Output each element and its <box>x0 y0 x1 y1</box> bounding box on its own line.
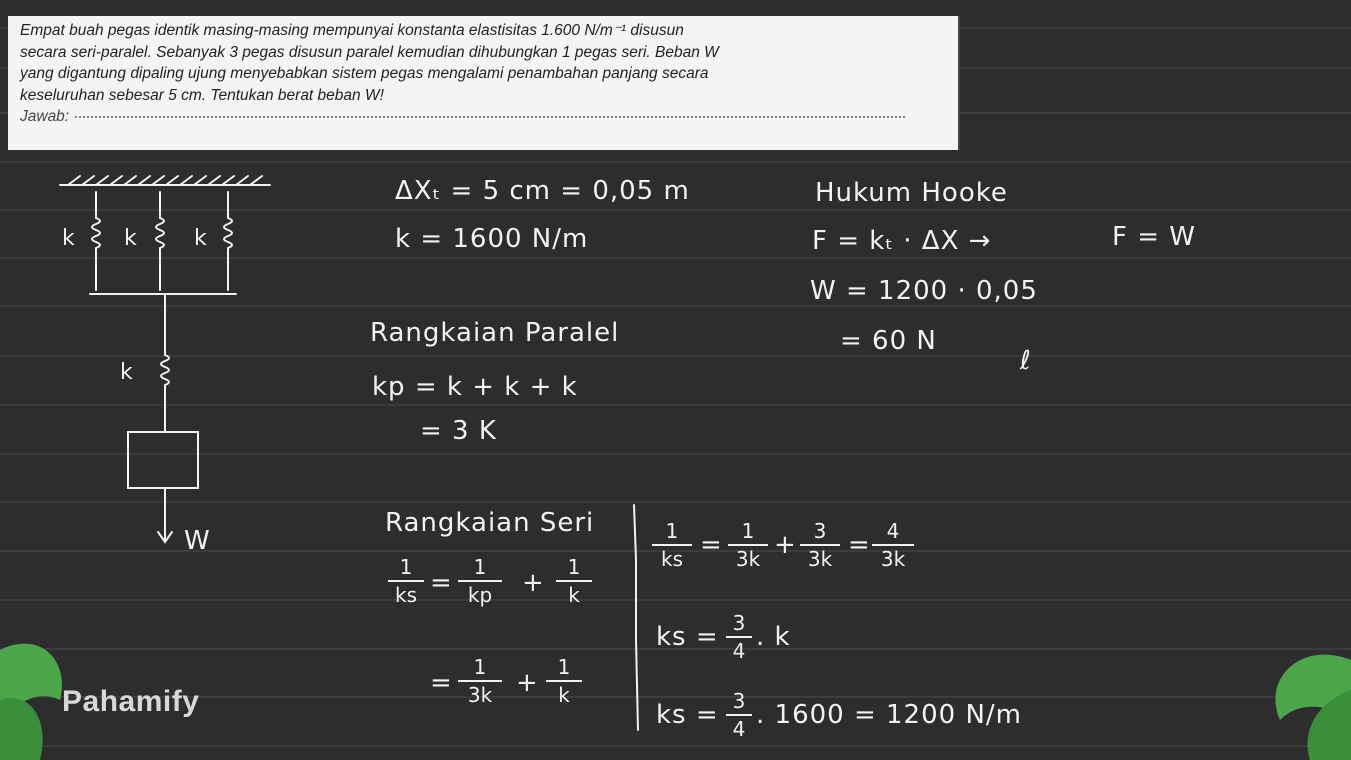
hooke-eq-1b: F = W <box>1112 222 1196 252</box>
fraction-1-over-k: 1 k <box>556 556 592 606</box>
fraction-1-over-kp: 1 kp <box>458 556 502 606</box>
equals-sign: = <box>430 668 453 698</box>
given-spring-constant: k = 1600 N/m <box>395 224 589 254</box>
problem-line: yang digantung dipaling ujung menyebabkan sistem pegas mengalami penambahan panjang secara <box>20 65 709 82</box>
pahamify-logo: Pahamify <box>62 685 200 718</box>
ks-label: ks = <box>656 622 719 652</box>
problem-line: secara seri-paralel. Sebanyak 3 pegas disusun paralel kemudian dihubungkan 1 pegas seri. Beban W <box>20 43 719 61</box>
hooke-eq-3: = 60 N <box>840 326 937 356</box>
plus-sign: + <box>522 568 545 598</box>
hooke-eq-1: F = kₜ · ΔX → <box>812 226 992 256</box>
parallel-eq-2: = 3 K <box>420 416 497 446</box>
spring-label: k <box>120 360 134 385</box>
equals-sign: = <box>700 530 723 560</box>
problem-line: keseluruhan sebesar 5 cm. Tentukan berat beban W! <box>20 86 384 104</box>
ks-result: . 1600 = 1200 N/m <box>756 700 1022 730</box>
leaf-left <box>0 644 62 760</box>
hooke-title: Hukum Hooke <box>815 178 1008 208</box>
series-title: Rangkaian Seri <box>385 508 595 538</box>
fraction-1-over-k: 1 k <box>546 656 582 706</box>
answer-mark: ℓ <box>1020 346 1032 376</box>
equals-sign: = <box>848 530 871 560</box>
spring-label: k <box>124 226 138 251</box>
fraction-3-over-3k: 3 3k <box>800 520 840 570</box>
ks-times-k: . k <box>756 622 791 652</box>
fraction-3-over-4: 3 4 <box>726 690 752 740</box>
fraction-1-over-3k: 1 3k <box>458 656 502 706</box>
fraction-1-over-3k: 1 3k <box>728 520 768 570</box>
parallel-eq-1: kp = k + k + k <box>372 372 578 402</box>
problem-line: Empat buah pegas identik masing-masing mempunyai konstanta elastisitas 1.600 N/m⁻¹ disusun <box>20 22 684 39</box>
parallel-title: Rangkaian Paralel <box>370 318 620 348</box>
equals-sign: = <box>430 568 453 598</box>
fraction-4-over-3k: 4 3k <box>872 520 914 570</box>
spring-label: k <box>194 226 208 251</box>
given-displacement: ΔXₜ = 5 cm = 0,05 m <box>395 176 690 206</box>
leaf-right <box>1275 655 1351 760</box>
load-label: W <box>184 526 211 556</box>
fraction-1-over-ks: 1 ks <box>652 520 692 570</box>
answer-label: Jawab: <box>20 106 946 128</box>
plus-sign: + <box>774 530 797 560</box>
spring-label: k <box>62 226 76 251</box>
ks-label: ks = <box>656 700 719 730</box>
plus-sign: + <box>516 668 539 698</box>
hooke-eq-2: W = 1200 · 0,05 <box>810 276 1038 306</box>
fraction-3-over-4: 3 4 <box>726 612 752 662</box>
fraction-1-over-ks: 1 ks <box>388 556 424 606</box>
